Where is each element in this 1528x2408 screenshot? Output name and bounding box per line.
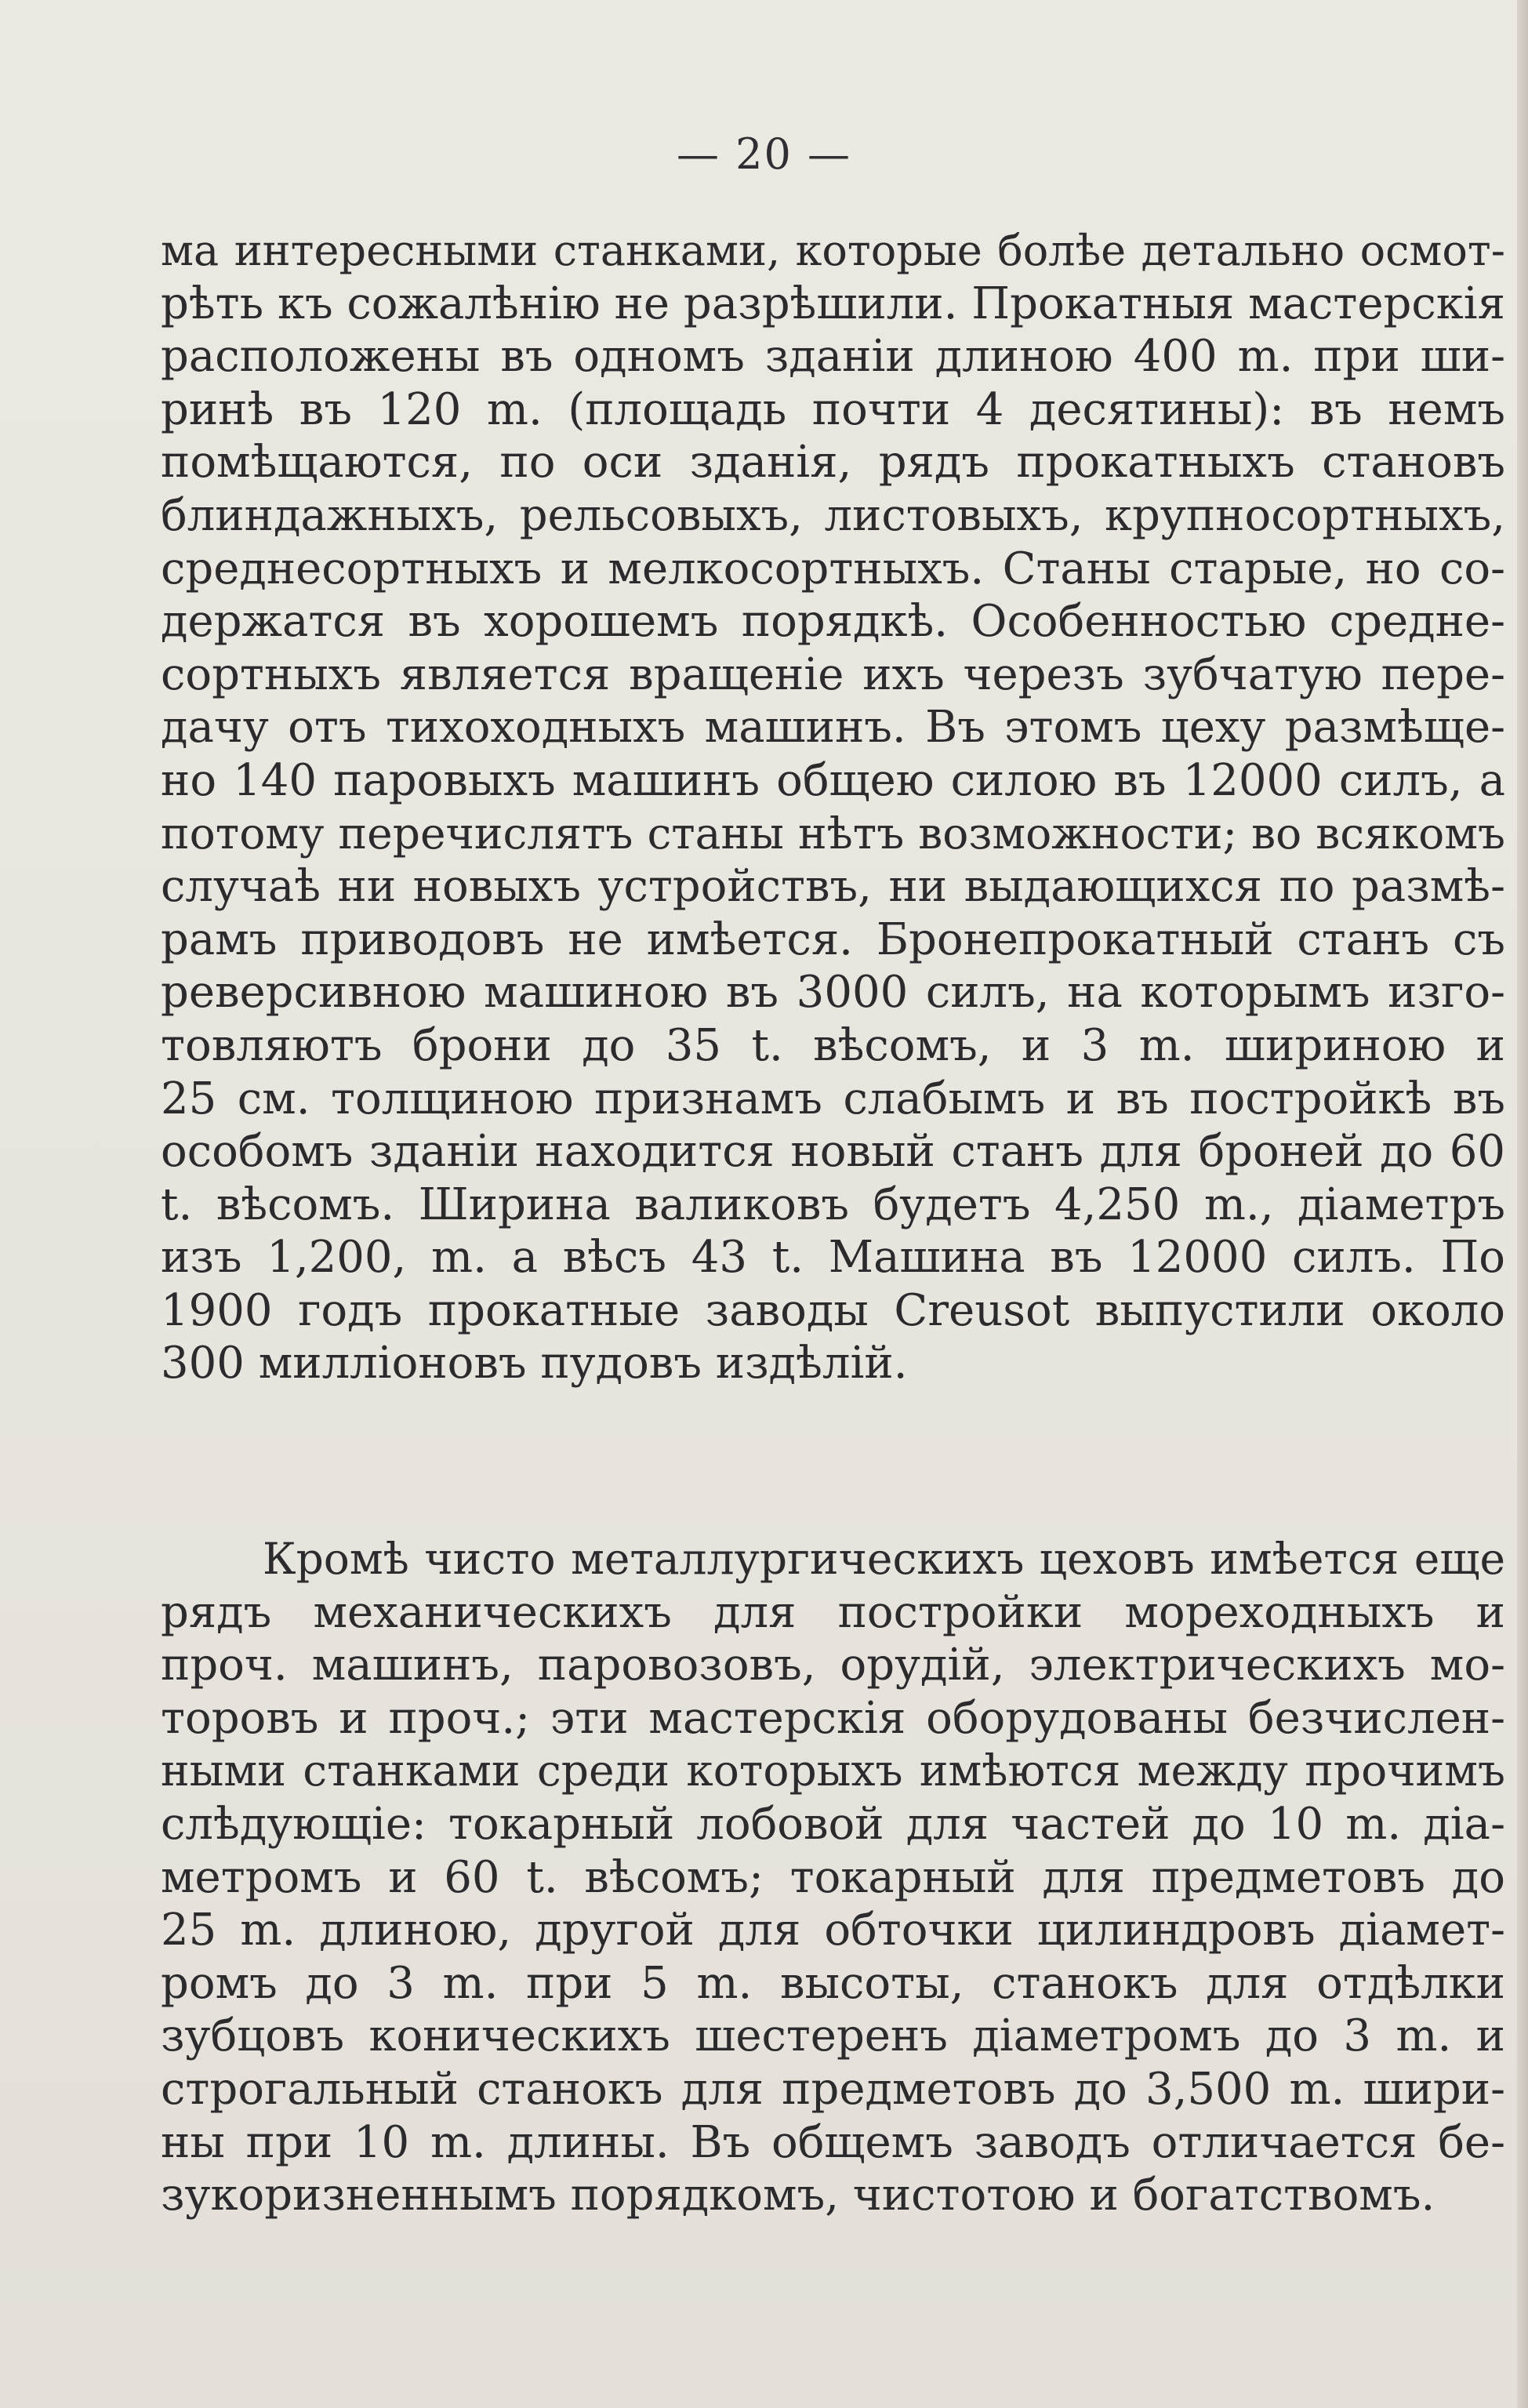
text-line: реверсивною машиною въ 3000 силъ, на которымъ изго- [161, 967, 1505, 1019]
text-line: торовъ и проч.; эти мастерскія оборудованы безчислен- [161, 1692, 1505, 1744]
text-line: ма интересными станками, которые болѣе детально осмот- [161, 226, 1505, 275]
text-line: t. вѣсомъ. Ширина валиковъ будетъ 4,250 m., діаметръ [161, 1179, 1505, 1230]
text-line: проч. машинъ, паровозовъ, орудій, электрическихъ мо- [161, 1640, 1505, 1691]
text-line: 25 m. длиною, другой для обточки цилиндровъ діамет- [161, 1905, 1505, 1956]
text-line: рѣть къ сожалѣнію не разрѣшили. Прокатныя мастерскія [161, 278, 1505, 329]
text-line: зубцовъ коническихъ шестеренъ діаметромъ до 3 m. и [161, 2010, 1505, 2062]
text-line: потому перечислятъ станы нѣтъ возможности; во всякомъ [161, 808, 1505, 859]
text-line: 300 милліоновъ пудовъ издѣлій. [161, 1338, 908, 1389]
text-line: ринѣ въ 120 m. (площадь почти 4 десятины): въ немъ [161, 383, 1505, 435]
text-line: блиндажныхъ, рельсовыхъ, листовыхъ, крупносортныхъ, [161, 489, 1505, 541]
text-line: метромъ и 60 t. вѣсомъ; токарный для предметовъ до [161, 1851, 1505, 1903]
text-line: Кромѣ чисто металлургическихъ цеховъ имѣется еще [263, 1534, 1505, 1584]
text-line: ромъ до 3 m. при 5 m. высоты, станокъ для отдѣлки [161, 1957, 1505, 2009]
text-line: случаѣ ни новыхъ устройствъ, ни выдающихся по размѣ- [161, 861, 1505, 913]
text-line: 1900 годъ прокатные заводы Creusot выпустили около [161, 1284, 1505, 1336]
text-line: особомъ зданіи находится новый станъ для броней до 60 [161, 1126, 1505, 1178]
page-number: — 20 — [676, 129, 852, 179]
paragraph-1 [161, 224, 1505, 1390]
text-line: сортныхъ является вращеніе ихъ черезъ зубчатую пере- [161, 648, 1505, 700]
text-line: зукоризненнымъ порядкомъ, чистотою и богатствомъ. [161, 2170, 1435, 2221]
text-line: держатся въ хорошемъ порядкѣ. Особенностью средне- [161, 596, 1505, 648]
text-line: расположены въ одномъ зданіи длиною 400 m. при ши- [161, 331, 1505, 383]
text-line: ны при 10 m. длины. Въ общемъ заводъ отличается бе- [161, 2116, 1505, 2168]
text-line: ными станками среди которыхъ имѣются между прочимъ [161, 1745, 1505, 1796]
text-line: но 140 паровыхъ машинъ общею силою въ 12000 силъ, а [161, 754, 1505, 806]
text-line: среднесортныхъ и мелкосортныхъ. Станы старые, но со- [161, 543, 1505, 594]
text-line: дачу отъ тихоходныхъ машинъ. Въ этомъ цеху размѣще- [161, 702, 1505, 754]
text-line: рядъ механическихъ для постройки мореходныхъ и [161, 1586, 1505, 1638]
page-edge [1517, 0, 1528, 2408]
text-line: товляютъ брони до 35 t. вѣсомъ, и 3 m. шириною и [161, 1019, 1505, 1071]
text-line: рамъ приводовъ не имѣется. Бронепрокатный станъ съ [161, 913, 1505, 965]
text-line: 25 см. толщиною признамъ слабымъ и въ постройкѣ въ [161, 1073, 1505, 1124]
text-line: изъ 1,200, m. а вѣсъ 43 t. Машина въ 12000 силъ. По [161, 1232, 1505, 1284]
text-line: слѣдующіе: токарный лобовой для частей до 10 m. діа- [161, 1798, 1505, 1850]
text-line: строгальный станокъ для предметовъ до 3,500 m. шири- [161, 2063, 1505, 2115]
paragraph-2 [161, 1533, 1505, 2222]
text-line: помѣщаются, по оси зданія, рядъ прокатныхъ становъ [161, 437, 1505, 489]
